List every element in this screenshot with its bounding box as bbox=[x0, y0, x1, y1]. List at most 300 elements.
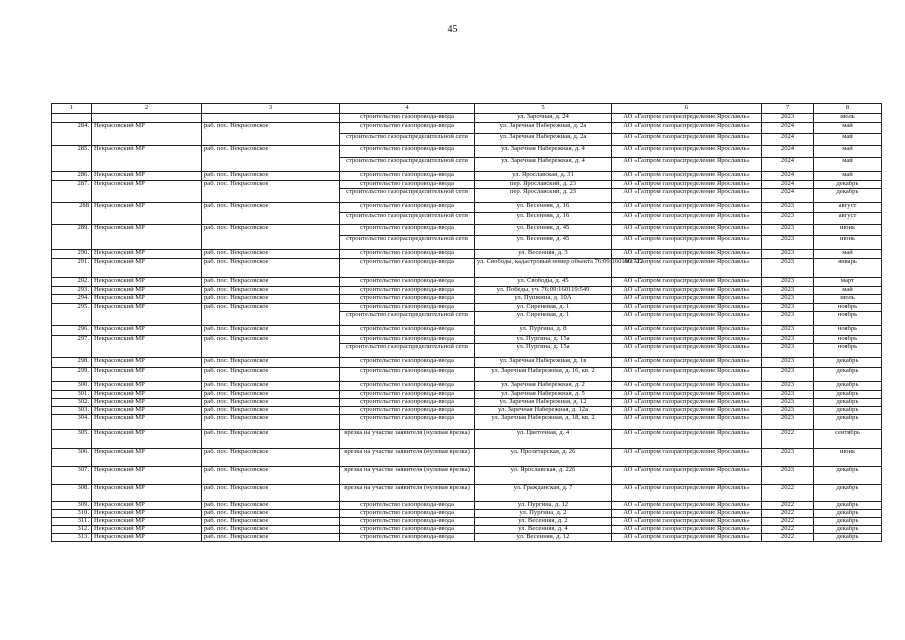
year-cell: 2023 bbox=[762, 325, 814, 335]
table-row bbox=[52, 172, 882, 181]
row-number-cell: 294. bbox=[52, 294, 92, 303]
year-cell: 2024 bbox=[762, 181, 814, 189]
row-number-cell: 292. bbox=[52, 278, 92, 287]
month-cell: май bbox=[814, 123, 882, 134]
district-cell bbox=[92, 213, 202, 225]
work-type-cell: строительство газопровода-ввода bbox=[340, 181, 475, 189]
district-cell: Некрасовский МР bbox=[92, 250, 202, 259]
column-header: 5 bbox=[475, 104, 612, 114]
organization-cell: АО «Газпром газораспределение Ярославль» bbox=[612, 357, 762, 367]
work-type-cell: строительство газопровода-ввода bbox=[340, 114, 475, 123]
organization-cell: АО «Газпром газораспределение Ярославль» bbox=[612, 213, 762, 225]
table-row bbox=[52, 225, 882, 236]
work-type-cell: строительство газопровода-ввода bbox=[340, 325, 475, 335]
work-type-cell: строительство газопровода-ввода bbox=[340, 287, 475, 295]
row-number-cell: 296. bbox=[52, 325, 92, 335]
column-header: 4 bbox=[340, 104, 475, 114]
address-cell: ул. Весенняя, д. 45 bbox=[475, 225, 612, 236]
settlement-cell: раб. пос. Некрасовское bbox=[202, 525, 340, 533]
settlement-cell: раб. пос. Некрасовское bbox=[202, 406, 340, 414]
address-cell: ул. Заречная Набережная, д. 2 bbox=[475, 381, 612, 390]
district-cell: Некрасовский МР bbox=[92, 287, 202, 295]
district-cell bbox=[92, 134, 202, 146]
district-cell: Некрасовский МР bbox=[92, 381, 202, 390]
organization-cell: АО «Газпром газораспределение Ярославль» bbox=[612, 448, 762, 466]
year-cell: 2023 bbox=[762, 381, 814, 390]
district-cell: Некрасовский МР bbox=[92, 303, 202, 311]
address-cell: ул. Весенняя, д. 12 bbox=[475, 533, 612, 541]
work-type-cell: строительство газопровода-ввода bbox=[340, 225, 475, 236]
organization-cell: АО «Газпром газораспределение Ярославль» bbox=[612, 325, 762, 335]
year-cell: 2023 bbox=[762, 278, 814, 287]
organization-cell: АО «Газпром газораспределение Ярославль» bbox=[612, 146, 762, 158]
table-row bbox=[52, 134, 882, 146]
address-cell: ул. Пушкина, д. 10А bbox=[475, 294, 612, 303]
work-type-cell: строительство газораспределительной сети bbox=[340, 189, 475, 203]
address-cell: пер. Ярославский, д. 23 bbox=[475, 189, 612, 203]
year-cell: 2024 bbox=[762, 134, 814, 146]
year-cell: 2024 bbox=[762, 146, 814, 158]
month-cell: декабрь bbox=[814, 466, 882, 484]
settlement-cell bbox=[202, 213, 340, 225]
work-type-cell: строительство газопровода-ввода bbox=[340, 367, 475, 381]
work-type-cell: строительство газопровода-ввода bbox=[340, 278, 475, 287]
row-number-cell bbox=[52, 213, 92, 225]
month-cell: декабрь bbox=[814, 398, 882, 406]
month-cell: декабрь bbox=[814, 525, 882, 533]
table-row bbox=[52, 158, 882, 172]
year-cell: 2022 bbox=[762, 501, 814, 509]
settlement-cell bbox=[202, 134, 340, 146]
organization-cell: АО «Газпром газораспределение Ярославль» bbox=[612, 533, 762, 541]
address-cell: ул. Пургина, д. 8 bbox=[475, 325, 612, 335]
work-type-cell: строительство газораспределительной сети bbox=[340, 343, 475, 357]
year-cell: 2023 bbox=[762, 466, 814, 484]
year-cell: 2022 bbox=[762, 517, 814, 525]
table-row bbox=[52, 381, 882, 390]
row-number-cell: 293. bbox=[52, 287, 92, 295]
settlement-cell: раб. пос. Некрасовское bbox=[202, 146, 340, 158]
table-row bbox=[52, 287, 882, 295]
row-number-cell: 313. bbox=[52, 533, 92, 541]
settlement-cell bbox=[202, 158, 340, 172]
district-cell: Некрасовский МР bbox=[92, 533, 202, 541]
work-type-cell: строительство газопровода-ввода bbox=[340, 294, 475, 303]
work-type-cell: строительство газопровода-ввода bbox=[340, 398, 475, 406]
column-header: 3 bbox=[202, 104, 340, 114]
work-type-cell: строительство газораспределительной сети bbox=[340, 311, 475, 325]
address-cell: ул. Пургина, д. 15а bbox=[475, 343, 612, 357]
row-number-cell: 288 bbox=[52, 203, 92, 213]
row-number-cell bbox=[52, 236, 92, 250]
work-type-cell: строительство газопровода-ввода bbox=[340, 525, 475, 533]
year-cell: 2023 bbox=[762, 406, 814, 414]
district-cell: Некрасовский МР bbox=[92, 429, 202, 448]
organization-cell: АО «Газпром газораспределение Ярославль» bbox=[612, 259, 762, 278]
column-header: 2 bbox=[92, 104, 202, 114]
organization-cell: АО «Газпром газораспределение Ярославль» bbox=[612, 134, 762, 146]
year-cell: 2023 bbox=[762, 303, 814, 311]
table-row bbox=[52, 429, 882, 448]
row-number-cell: 305. bbox=[52, 429, 92, 448]
month-cell: июль bbox=[814, 114, 882, 123]
settlement-cell: раб. пос. Некрасовское bbox=[202, 250, 340, 259]
row-number-cell: 311. bbox=[52, 517, 92, 525]
year-cell: 2022 bbox=[762, 429, 814, 448]
year-cell: 2024 bbox=[762, 189, 814, 203]
settlement-cell: раб. пос. Некрасовское bbox=[202, 484, 340, 501]
year-cell: 2023 bbox=[762, 357, 814, 367]
address-cell: ул. Весенняя, д. 16 bbox=[475, 203, 612, 213]
settlement-cell: раб. пос. Некрасовское bbox=[202, 335, 340, 343]
settlement-cell: раб. пос. Некрасовское bbox=[202, 325, 340, 335]
district-cell bbox=[92, 158, 202, 172]
month-cell: декабрь bbox=[814, 484, 882, 501]
address-cell: ул. Пургина, д. 12 bbox=[475, 501, 612, 509]
district-cell: Некрасовский МР bbox=[92, 146, 202, 158]
row-number-cell bbox=[52, 311, 92, 325]
table-row bbox=[52, 294, 882, 303]
address-cell: ул. Весенняя, д. 45 bbox=[475, 236, 612, 250]
organization-cell: АО «Газпром газораспределение Ярославль» bbox=[612, 123, 762, 134]
work-type-cell: врезка на участке заявителя (нулевая врезка) bbox=[340, 448, 475, 466]
address-cell: ул. Весенняя, д. 3 bbox=[475, 250, 612, 259]
year-cell: 2023 bbox=[762, 311, 814, 325]
month-cell: март bbox=[814, 278, 882, 287]
district-cell: Некрасовский МР bbox=[92, 448, 202, 466]
row-number-cell bbox=[52, 158, 92, 172]
district-cell bbox=[92, 189, 202, 203]
row-number-cell: 286. bbox=[52, 172, 92, 181]
settlement-cell: раб. пос. Некрасовское bbox=[202, 172, 340, 181]
month-cell: июнь bbox=[814, 236, 882, 250]
table-row bbox=[52, 213, 882, 225]
year-cell: 2023 bbox=[762, 390, 814, 398]
district-cell: Некрасовский МР bbox=[92, 501, 202, 509]
month-cell: декабрь bbox=[814, 517, 882, 525]
address-cell: ул. Заречная Набережная, д. 5 bbox=[475, 390, 612, 398]
organization-cell: АО «Газпром газораспределение Ярославль» bbox=[612, 414, 762, 429]
work-type-cell: строительство газопровода-ввода bbox=[340, 381, 475, 390]
settlement-cell: раб. пос. Некрасовское bbox=[202, 381, 340, 390]
table-row bbox=[52, 533, 882, 541]
address-cell: ул. Сиреневая, д. 1 bbox=[475, 311, 612, 325]
organization-cell: АО «Газпром газораспределение Ярославль» bbox=[612, 466, 762, 484]
address-cell: ул. Сиреневая, д. 1 bbox=[475, 303, 612, 311]
district-cell: Некрасовский МР bbox=[92, 406, 202, 414]
row-number-cell: 291. bbox=[52, 259, 92, 278]
organization-cell: АО «Газпром газораспределение Ярославль» bbox=[612, 501, 762, 509]
address-cell: ул. Заречная Набережная, д. 4 bbox=[475, 158, 612, 172]
address-cell: ул. Весенняя, д. 16 bbox=[475, 213, 612, 225]
row-number-cell: 290. bbox=[52, 250, 92, 259]
column-header: 8 bbox=[814, 104, 882, 114]
address-cell: ул. Ярославская, д. 31 bbox=[475, 172, 612, 181]
row-number-cell: 306. bbox=[52, 448, 92, 466]
row-number-cell: 284. bbox=[52, 123, 92, 134]
organization-cell: АО «Газпром газораспределение Ярославль» bbox=[612, 250, 762, 259]
work-type-cell: строительство газораспределительной сети bbox=[340, 213, 475, 225]
month-cell: декабрь bbox=[814, 533, 882, 541]
row-number-cell: 289. bbox=[52, 225, 92, 236]
month-cell: май bbox=[814, 158, 882, 172]
row-number-cell: 287. bbox=[52, 181, 92, 189]
month-cell: декабрь bbox=[814, 381, 882, 390]
month-cell: ноябрь bbox=[814, 343, 882, 357]
table-row bbox=[52, 325, 882, 335]
row-number-cell bbox=[52, 134, 92, 146]
district-cell: Некрасовский МР bbox=[92, 414, 202, 429]
district-cell: Некрасовский МР bbox=[92, 335, 202, 343]
row-number-cell: 297. bbox=[52, 335, 92, 343]
organization-cell: АО «Газпром газораспределение Ярославль» bbox=[612, 525, 762, 533]
month-cell: май bbox=[814, 146, 882, 158]
organization-cell: АО «Газпром газораспределение Ярославль» bbox=[612, 381, 762, 390]
month-cell: декабрь bbox=[814, 406, 882, 414]
work-type-cell: строительство газопровода-ввода bbox=[340, 303, 475, 311]
settlement-cell: раб. пос. Некрасовское bbox=[202, 357, 340, 367]
table-row bbox=[52, 123, 882, 134]
year-cell: 2023 bbox=[762, 259, 814, 278]
organization-cell: АО «Газпром газораспределение Ярославль» bbox=[612, 181, 762, 189]
table-row bbox=[52, 114, 882, 123]
work-type-cell: строительство газопровода-ввода bbox=[340, 123, 475, 134]
settlement-cell: раб. пос. Некрасовское bbox=[202, 278, 340, 287]
row-number-cell: 310. bbox=[52, 509, 92, 517]
settlement-cell: раб. пос. Некрасовское bbox=[202, 509, 340, 517]
district-cell: Некрасовский МР bbox=[92, 357, 202, 367]
settlement-cell: раб. пос. Некрасовское bbox=[202, 390, 340, 398]
organization-cell: АО «Газпром газораспределение Ярославль» bbox=[612, 484, 762, 501]
row-number-cell: 299. bbox=[52, 367, 92, 381]
organization-cell: АО «Газпром газораспределение Ярославль» bbox=[612, 303, 762, 311]
year-cell: 2023 bbox=[762, 287, 814, 295]
month-cell: май bbox=[814, 134, 882, 146]
month-cell: август bbox=[814, 203, 882, 213]
address-cell: ул. Заречная Набережная, д. 1в bbox=[475, 357, 612, 367]
table-row bbox=[52, 203, 882, 213]
work-type-cell: строительство газопровода-ввода bbox=[340, 517, 475, 525]
work-type-cell: врезка на участке заявителя (нулевая врезка) bbox=[340, 466, 475, 484]
address-cell: ул. Пургина, д. 15а bbox=[475, 335, 612, 343]
settlement-cell: раб. пос. Некрасовское bbox=[202, 123, 340, 134]
district-cell: Некрасовский МР bbox=[92, 367, 202, 381]
table-row bbox=[52, 525, 882, 533]
work-type-cell: строительство газопровода-ввода bbox=[340, 172, 475, 181]
organization-cell: АО «Газпром газораспределение Ярославль» bbox=[612, 509, 762, 517]
organization-cell: АО «Газпром газораспределение Ярославль» bbox=[612, 225, 762, 236]
district-cell: Некрасовский МР bbox=[92, 294, 202, 303]
row-number-cell: 308. bbox=[52, 484, 92, 501]
table-row bbox=[52, 236, 882, 250]
address-cell: ул. Свободы, кадастровый номер объекта 76:09:160106:722 bbox=[475, 259, 612, 278]
month-cell: июнь bbox=[814, 225, 882, 236]
month-cell: ноябрь bbox=[814, 303, 882, 311]
district-cell: Некрасовский МР bbox=[92, 517, 202, 525]
column-header: 7 bbox=[762, 104, 814, 114]
address-cell: ул. Заречная Набережная, д. 2а bbox=[475, 123, 612, 134]
table-row bbox=[52, 343, 882, 357]
row-number-cell bbox=[52, 189, 92, 203]
settlement-cell: раб. пос. Некрасовское bbox=[202, 367, 340, 381]
work-type-cell: строительство газораспределительной сети bbox=[340, 236, 475, 250]
year-cell: 2023 bbox=[762, 213, 814, 225]
year-cell: 2023 bbox=[762, 225, 814, 236]
month-cell: май bbox=[814, 250, 882, 259]
organization-cell: АО «Газпром газораспределение Ярославль» bbox=[612, 311, 762, 325]
organization-cell: АО «Газпром газораспределение Ярославль» bbox=[612, 335, 762, 343]
address-cell: ул. Свободы, д. 45 bbox=[475, 278, 612, 287]
row-number-cell: 303. bbox=[52, 406, 92, 414]
year-cell: 2023 bbox=[762, 367, 814, 381]
settlement-cell bbox=[202, 189, 340, 203]
row-number-cell: 302. bbox=[52, 398, 92, 406]
column-header: 1 bbox=[52, 104, 92, 114]
district-cell: Некрасовский МР bbox=[92, 525, 202, 533]
district-cell: Некрасовский МР bbox=[92, 123, 202, 134]
year-cell: 2022 bbox=[762, 484, 814, 501]
year-cell: 2023 bbox=[762, 294, 814, 303]
organization-cell: АО «Газпром газораспределение Ярославль» bbox=[612, 172, 762, 181]
row-number-cell: 295. bbox=[52, 303, 92, 311]
year-cell: 2023 bbox=[762, 203, 814, 213]
settlement-cell: раб. пос. Некрасовское bbox=[202, 414, 340, 429]
table-row bbox=[52, 466, 882, 484]
organization-cell: АО «Газпром газораспределение Ярославль» bbox=[612, 236, 762, 250]
row-number-cell: 307. bbox=[52, 466, 92, 484]
settlement-cell: раб. пос. Некрасовское bbox=[202, 294, 340, 303]
address-cell: ул. Зарочная, д. 24 bbox=[475, 114, 612, 123]
address-cell: ул. Заречная Набережная, д. 12а bbox=[475, 406, 612, 414]
district-cell: Некрасовский МР bbox=[92, 278, 202, 287]
row-number-cell: 304. bbox=[52, 414, 92, 429]
table-row bbox=[52, 390, 882, 398]
address-cell: ул. Ярославская, д. 226 bbox=[475, 466, 612, 484]
organization-cell: АО «Газпром газораспределение Ярославль» bbox=[612, 343, 762, 357]
column-header: 6 bbox=[612, 104, 762, 114]
work-type-cell: врезка на участке заявителя (нулевая врезка) bbox=[340, 429, 475, 448]
organization-cell: АО «Газпром газораспределение Ярославль» bbox=[612, 390, 762, 398]
organization-cell: АО «Газпром газораспределение Ярославль» bbox=[612, 278, 762, 287]
settlement-cell: раб. пос. Некрасовское bbox=[202, 533, 340, 541]
district-cell: Некрасовский МР bbox=[92, 390, 202, 398]
settlement-cell bbox=[202, 236, 340, 250]
table-row bbox=[52, 259, 882, 278]
year-cell: 2023 bbox=[762, 236, 814, 250]
table-row bbox=[52, 414, 882, 429]
year-cell: 2024 bbox=[762, 123, 814, 134]
organization-cell: АО «Газпром газораспределение Ярославль» bbox=[612, 406, 762, 414]
organization-cell: АО «Газпром газораспределение Ярославль» bbox=[612, 158, 762, 172]
table-row bbox=[52, 484, 882, 501]
settlement-cell: раб. пос. Некрасовское bbox=[202, 203, 340, 213]
row-number-cell: 301. bbox=[52, 390, 92, 398]
year-cell: 2023 bbox=[762, 250, 814, 259]
month-cell: декабрь bbox=[814, 509, 882, 517]
table-row bbox=[52, 311, 882, 325]
district-cell: Некрасовский МР bbox=[92, 466, 202, 484]
month-cell: май bbox=[814, 287, 882, 295]
table-row bbox=[52, 146, 882, 158]
month-cell: ноябрь bbox=[814, 325, 882, 335]
year-cell: 2023 bbox=[762, 448, 814, 466]
year-cell: 2022 bbox=[762, 525, 814, 533]
settlement-cell: раб. пос. Некрасовское bbox=[202, 448, 340, 466]
organization-cell: АО «Газпром газораспределение Ярославль» bbox=[612, 114, 762, 123]
settlement-cell: раб. пос. Некрасовское bbox=[202, 429, 340, 448]
district-cell: Некрасовский МР bbox=[92, 181, 202, 189]
year-cell: 2023 bbox=[762, 335, 814, 343]
settlement-cell bbox=[202, 311, 340, 325]
address-cell: ул. Гражданская, д. 7 bbox=[475, 484, 612, 501]
organization-cell: АО «Газпром газораспределение Ярославль» bbox=[612, 287, 762, 295]
data-table bbox=[51, 103, 882, 542]
month-cell: июль bbox=[814, 294, 882, 303]
district-cell: Некрасовский МР bbox=[92, 325, 202, 335]
district-cell bbox=[92, 343, 202, 357]
address-cell: ул. Цветочная, д. 4 bbox=[475, 429, 612, 448]
district-cell: Некрасовский МР bbox=[92, 225, 202, 236]
month-cell: июнь bbox=[814, 448, 882, 466]
address-cell: ул. Весенняя, д. 2 bbox=[475, 517, 612, 525]
year-cell: 2024 bbox=[762, 158, 814, 172]
month-cell: декабрь bbox=[814, 501, 882, 509]
work-type-cell: строительство газопровода-ввода bbox=[340, 501, 475, 509]
address-cell: ул. Заречная Набережная, д. 4 bbox=[475, 146, 612, 158]
year-cell: 2024 bbox=[762, 172, 814, 181]
month-cell: декабрь bbox=[814, 414, 882, 429]
row-number-cell: 312. bbox=[52, 525, 92, 533]
organization-cell: АО «Газпром газораспределение Ярославль» bbox=[612, 429, 762, 448]
work-type-cell: строительство газопровода-ввода bbox=[340, 390, 475, 398]
settlement-cell: раб. пос. Некрасовское bbox=[202, 225, 340, 236]
year-cell: 2023 bbox=[762, 343, 814, 357]
work-type-cell: строительство газопровода-ввода bbox=[340, 259, 475, 278]
work-type-cell: строительство газопровода-ввода bbox=[340, 414, 475, 429]
table-row bbox=[52, 398, 882, 406]
year-cell: 2023 bbox=[762, 114, 814, 123]
address-cell: ул. Победы, уч. 76:09:160119:549 bbox=[475, 287, 612, 295]
year-cell: 2022 bbox=[762, 509, 814, 517]
row-number-cell: 309. bbox=[52, 501, 92, 509]
settlement-cell: раб. пос. Некрасовское bbox=[202, 501, 340, 509]
organization-cell: АО «Газпром газораспределение Ярославль» bbox=[612, 398, 762, 406]
month-cell: ноябрь bbox=[814, 311, 882, 325]
year-cell: 2023 bbox=[762, 398, 814, 406]
work-type-cell: строительство газопровода-ввода bbox=[340, 203, 475, 213]
work-type-cell: строительство газопровода-ввода bbox=[340, 357, 475, 367]
address-cell: ул. Весенняя, д. 4 bbox=[475, 525, 612, 533]
table-row bbox=[52, 406, 882, 414]
table-row bbox=[52, 501, 882, 509]
settlement-cell: раб. пос. Некрасовское bbox=[202, 517, 340, 525]
address-cell: ул. Заречная Набережная, д. 12 bbox=[475, 398, 612, 406]
row-number-cell bbox=[52, 343, 92, 357]
month-cell: август bbox=[814, 213, 882, 225]
month-cell: сентябрь bbox=[814, 429, 882, 448]
address-cell: ул. Заречная Набережная, д. 16, кв. 2 bbox=[475, 367, 612, 381]
month-cell: декабрь bbox=[814, 390, 882, 398]
organization-cell: АО «Газпром газораспределение Ярославль» bbox=[612, 203, 762, 213]
organization-cell: АО «Газпром газораспределение Ярославль» bbox=[612, 367, 762, 381]
settlement-cell: раб. пос. Некрасовское bbox=[202, 398, 340, 406]
table-row bbox=[52, 448, 882, 466]
month-cell: декабрь bbox=[814, 357, 882, 367]
month-cell: май bbox=[814, 172, 882, 181]
row-number-cell: 285. bbox=[52, 146, 92, 158]
address-cell: ул. Пургина, д. 2 bbox=[475, 509, 612, 517]
settlement-cell: раб. пос. Некрасовское bbox=[202, 303, 340, 311]
